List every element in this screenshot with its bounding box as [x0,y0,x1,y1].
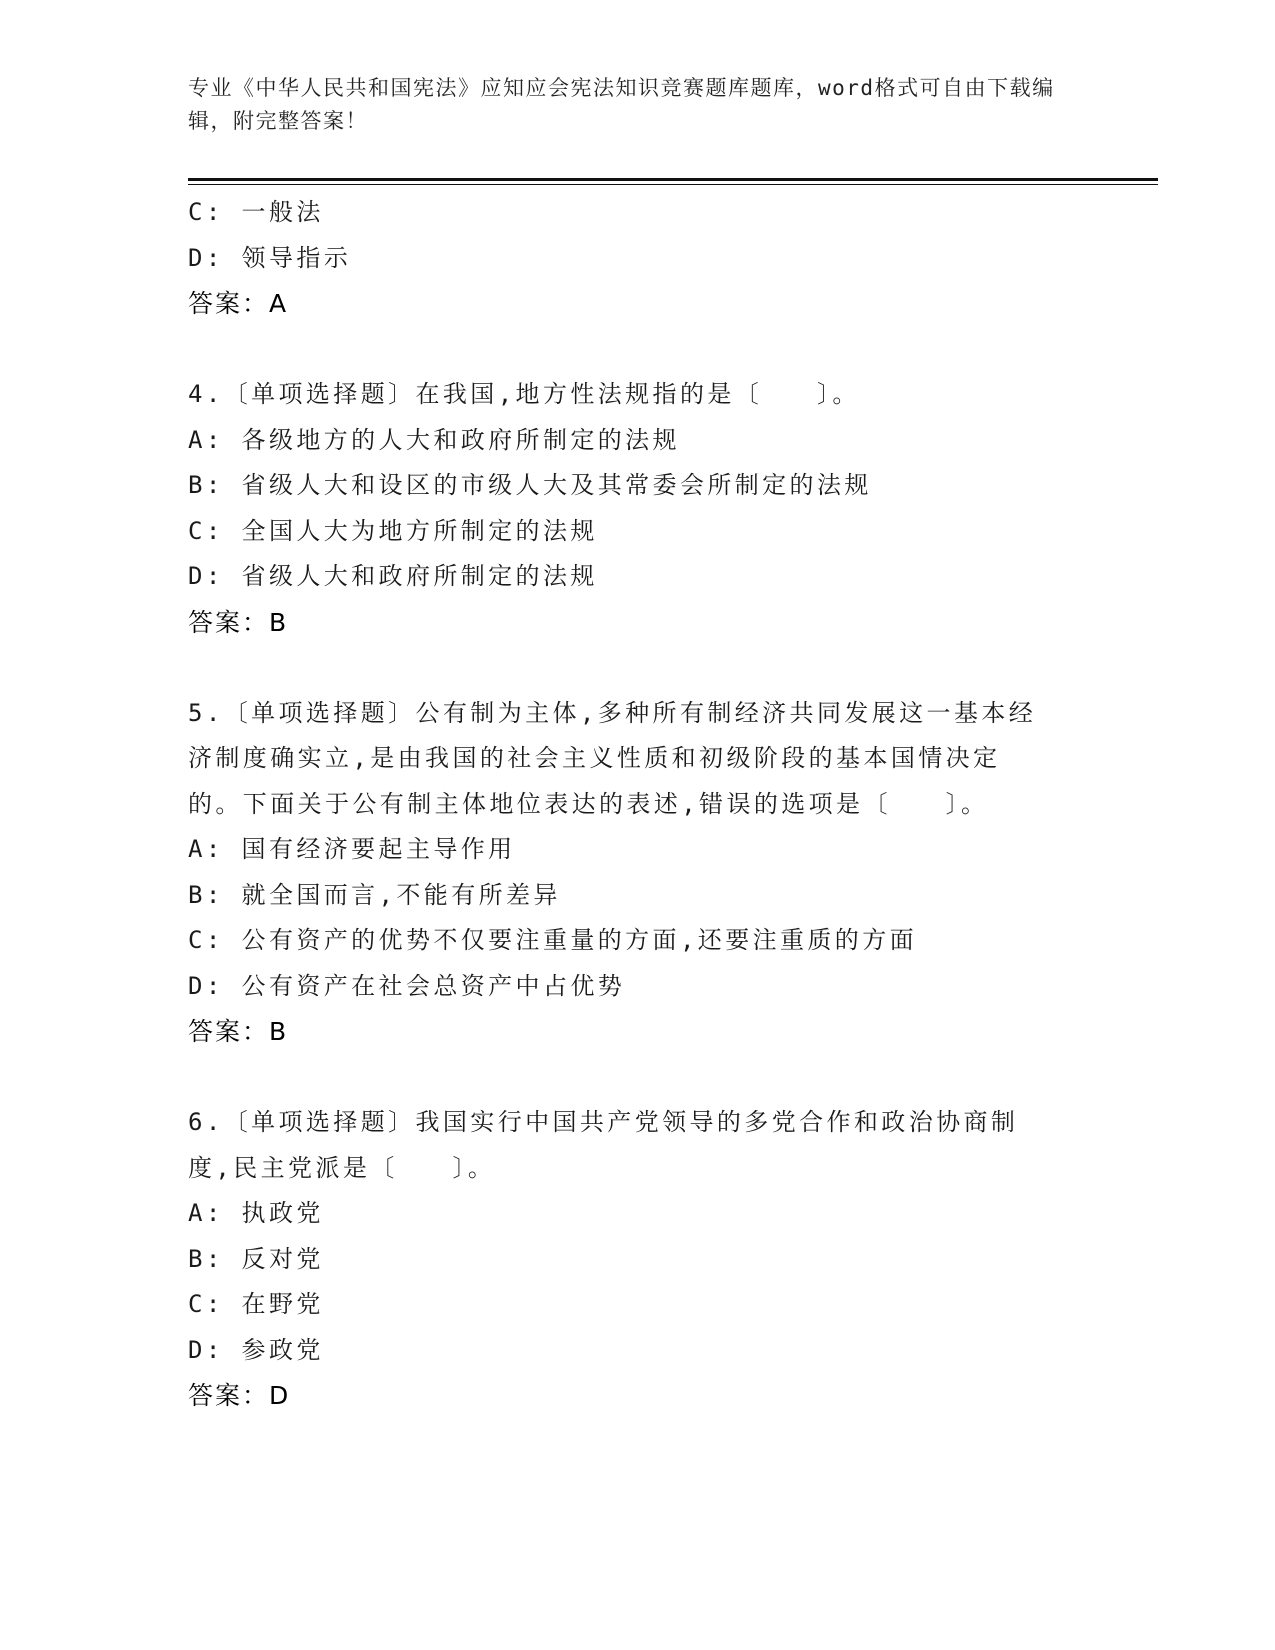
document-header: 专业《中华人民共和国宪法》应知应会宪法知识竞赛题库题库，word格式可自由下载编辑，附完整答案！ [188,76,1055,133]
option-b: B: 省级人大和设区的市级人大及其常委会所制定的法规 [188,471,872,499]
question-text: 6.〔单项选择题〕我国实行中国共产党领导的多党合作和政治协商制度,民主党派是〔 〕。 [188,1108,1019,1182]
option-d: D: 参政党 [188,1335,324,1364]
option-c: C: 全国人大为地方所制定的法规 [188,516,598,545]
question-fragment [188,190,1088,327]
option-b: B: 反对党 [188,1244,324,1273]
question-text: 5.〔单项选择题〕公有制为主体,多种所有制经济共同发展这一基本经济制度确实立,是由我国的社会主义性质和初级阶段的基本国情决定的。下面关于公有制主体地位表达的表述,错误的选项是〔 〕。 [188,698,1037,818]
spacer [188,1055,1088,1101]
option-b: B: 就全国而言,不能有所差异 [188,880,561,909]
question-6 [188,1100,1088,1419]
answer-line: 答案：A [188,289,289,318]
option-c: C: 公有资产的优势不仅要注重量的方面,还要注重质的方面 [188,926,917,954]
option-c: C: 一般法 [188,198,324,226]
spacer [188,645,1088,691]
spacer [188,327,1088,373]
option-d: D: 公有资产在社会总资产中占优势 [188,971,626,1000]
question-text: 4.〔单项选择题〕在我国,地方性法规指的是〔 〕。 [188,380,860,408]
header-divider-thick [188,178,1158,181]
option-c: C: 在野党 [188,1290,324,1318]
answer-line: 答案：D [188,1381,291,1410]
question-4 [188,372,1088,645]
header-divider-thin [188,184,1158,185]
answer-line: 答案：B [188,607,289,637]
answer-line: 答案：B [188,1017,289,1046]
option-a: A: 执政党 [188,1199,324,1227]
question-5 [188,691,1088,1055]
question-content [188,190,1088,1419]
option-a: A: 各级地方的人大和政府所制定的法规 [188,425,680,454]
option-a: A: 国有经济要起主导作用 [188,835,516,863]
option-d: D: 领导指示 [188,243,352,272]
option-d: D: 省级人大和政府所制定的法规 [188,562,598,590]
